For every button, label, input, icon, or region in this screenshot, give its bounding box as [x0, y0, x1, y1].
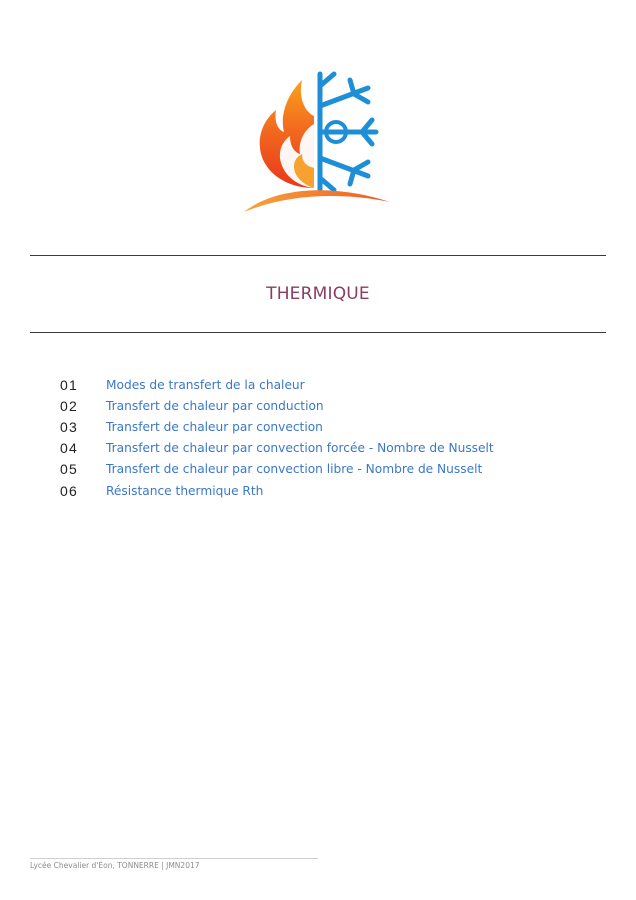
page-footer: Lycée Chevalier d'Éon, TONNERRE | JMN2017: [30, 861, 200, 870]
toc-number: 04: [60, 440, 78, 457]
toc-item[interactable]: [60, 459, 600, 480]
page-title: THERMIQUE: [266, 284, 370, 304]
flame-snowflake-icon: [236, 66, 400, 218]
toc-link[interactable]: Transfert de chaleur par convection libre - Nombre de Nusselt: [106, 462, 483, 477]
toc-item[interactable]: [60, 395, 600, 416]
toc-link[interactable]: Résistance thermique Rth: [106, 483, 264, 498]
toc-item[interactable]: [60, 374, 600, 395]
toc-number: 05: [60, 461, 78, 478]
bottom-divider: [30, 332, 606, 333]
toc-number: 06: [60, 482, 78, 499]
toc-link[interactable]: Transfert de chaleur par convection: [106, 419, 323, 434]
top-divider: [30, 255, 606, 256]
table-of-contents: [60, 374, 600, 501]
footer-divider: [30, 858, 318, 859]
toc-number: 03: [60, 418, 78, 435]
toc-link[interactable]: Transfert de chaleur par conduction: [106, 398, 324, 413]
toc-link[interactable]: Transfert de chaleur par convection forcée - Nombre de Nusselt: [106, 441, 494, 456]
flame-snowflake-logo: [236, 66, 400, 218]
toc-number: 02: [60, 397, 78, 414]
toc-number: 01: [60, 376, 78, 393]
toc-item[interactable]: [60, 416, 600, 437]
toc-link[interactable]: Modes de transfert de la chaleur: [106, 377, 305, 392]
toc-item[interactable]: [60, 480, 600, 501]
toc-item[interactable]: [60, 438, 600, 459]
